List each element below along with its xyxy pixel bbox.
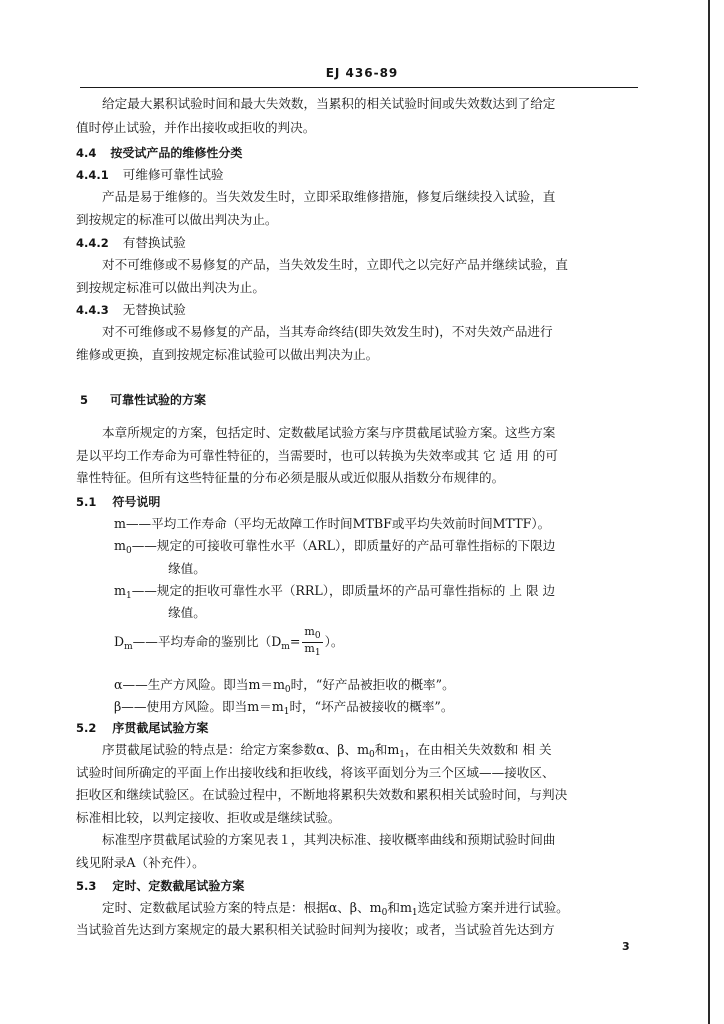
section-number: 4.4.1 (76, 168, 109, 182)
symbol-m1-definition: $m_1——$规定的拒收可靠性水平（RRL），即质量坏的产品可靠性指标的 上 限 边 (114, 583, 556, 601)
symbol-m-definition: m——平均工作寿命（平均无故障工作时间MTBF或平均失效前时间MTTF）。 (114, 516, 551, 531)
symbol-alpha-definition: α——生产方风险。即当$m=m_0$时，“好产品被拒收的概率”。 (114, 677, 455, 695)
section-number: 5 (80, 393, 89, 407)
section-title: 可维修可靠性试验 (122, 167, 224, 182)
section-number: 4.4 (76, 146, 97, 160)
section-number: 5.2 (76, 721, 97, 735)
symbol-m1-continuation: 缘值。 (168, 605, 206, 620)
section-number: 5.3 (76, 879, 97, 893)
s53-line-1: 定时、定数截尾试验方案的特点是：根据α、β、$m_0$和$m_1$选定试验方案并进行试验。 (102, 900, 569, 918)
section-4-4-2-heading (76, 235, 186, 251)
s443-line-1: 对不可维修或不易修复的产品，当其寿命终结(即失效发生时)，不对失效产品进行 (102, 324, 553, 339)
section-number: 5.1 (76, 495, 97, 509)
s52-line-5: 标准型序贯截尾试验的方案见表１，其判决标准、接收概率曲线和预期试验时间曲 (102, 832, 556, 847)
header-rule (80, 87, 638, 88)
section-title: 符号说明 (112, 495, 161, 509)
s52-line-1: 序贯截尾试验的特点是：给定方案参数α、β、$m_0$和$m_1$，在由相关失效数和 相 关 (102, 742, 552, 760)
section-4-4-3-heading (76, 302, 186, 318)
s52-line-2: 试验时间所确定的平面上作出接收线和拒收线，将该平面划分为三个区域——接收区、 (76, 765, 555, 780)
discrimination-ratio-fraction: $\frac{m_0}{m_1}$ (304, 625, 321, 658)
section-title: 可靠性试验的方案 (110, 393, 207, 407)
s441-line-2: 到按规定的标准可以做出判决为止。 (76, 212, 278, 227)
symbol-m0-definition: $m_0——$规定的可接收可靠性水平（ARL），即质量好的产品可靠性指标的下限边 (114, 538, 556, 556)
header-standard-code: EJ 436-89 (325, 66, 399, 80)
s5-line-3: 靠性特征。但所有这些特征量的分布必须是服从或近似服从指数分布规律的。 (76, 470, 505, 485)
symbol-beta-definition: β——使用方风险。即当$m=m_1$时，“坏产品被接收的概率”。 (114, 699, 454, 717)
s441-line-1: 产品是易于维修的。当失效发生时，立即采取维修措施，修复后继续投入试验，直 (102, 189, 556, 204)
section-number: 4.4.2 (76, 236, 109, 250)
s443-line-2: 维修或更换，直到按规定标准试验可以做出判决为止。 (76, 347, 379, 362)
para-cont-line-1: 给定最大累积试验时间和最大失效数，当累积的相关试验时间或失效数达到了给定 (102, 96, 556, 111)
s52-line-6: 线见附录A（补充件）。 (76, 855, 205, 870)
s5-line-1: 本章所规定的方案，包括定时、定数截尾试验方案与序贯截尾试验方案。这些方案 (102, 425, 556, 440)
scan-edge-line (708, 0, 710, 1024)
section-5-2-heading (76, 720, 208, 736)
section-4-4-1-heading (76, 167, 224, 183)
section-title: 有替换试验 (122, 235, 186, 250)
section-title: 序贯截尾试验方案 (112, 721, 209, 735)
s5-line-2: 是以平均工作寿命为可靠性特征的，当需要时，也可以转换为失效率或其 它 适 用 的可 (76, 448, 558, 463)
para-cont-line-2: 值时停止试验，并作出接收或拒收的判决。 (76, 120, 316, 135)
section-4-4-heading (76, 145, 242, 161)
s442-line-2: 到按规定标准可以做出判决为止。 (76, 280, 265, 295)
section-number: 4.4.3 (76, 303, 109, 317)
s52-line-3: 拒收区和继续试验区。在试验过程中，不断地将累积失效数和累积相关试验时间，与判决 (76, 787, 568, 802)
s442-line-1: 对不可维修或不易修复的产品，当失效发生时，立即代之以完好产品并继续试验，直 (102, 257, 568, 272)
section-title: 按受试产品的维修性分类 (110, 146, 243, 160)
s53-line-2: 当试验首先达到方案规定的最大累积相关试验时间判为接收；或者，当试验首先达到方 (76, 922, 555, 937)
section-5-3-heading (76, 878, 244, 894)
section-title: 无替换试验 (122, 302, 186, 317)
symbol-m0-continuation: 缘值。 (168, 561, 206, 576)
section-5-heading (80, 392, 206, 408)
symbol-dm-definition: $D_m——$平均寿命的鉴别比（$D_m=$ $\frac{m_0}{m_1}$ ）。 (114, 625, 344, 658)
s52-line-4: 标准相比较，以判定接收、拒收或是继续试验。 (76, 810, 341, 825)
section-5-1-heading (76, 494, 160, 510)
page-number: 3 (622, 940, 630, 953)
section-title: 定时、定数截尾试验方案 (112, 879, 245, 893)
